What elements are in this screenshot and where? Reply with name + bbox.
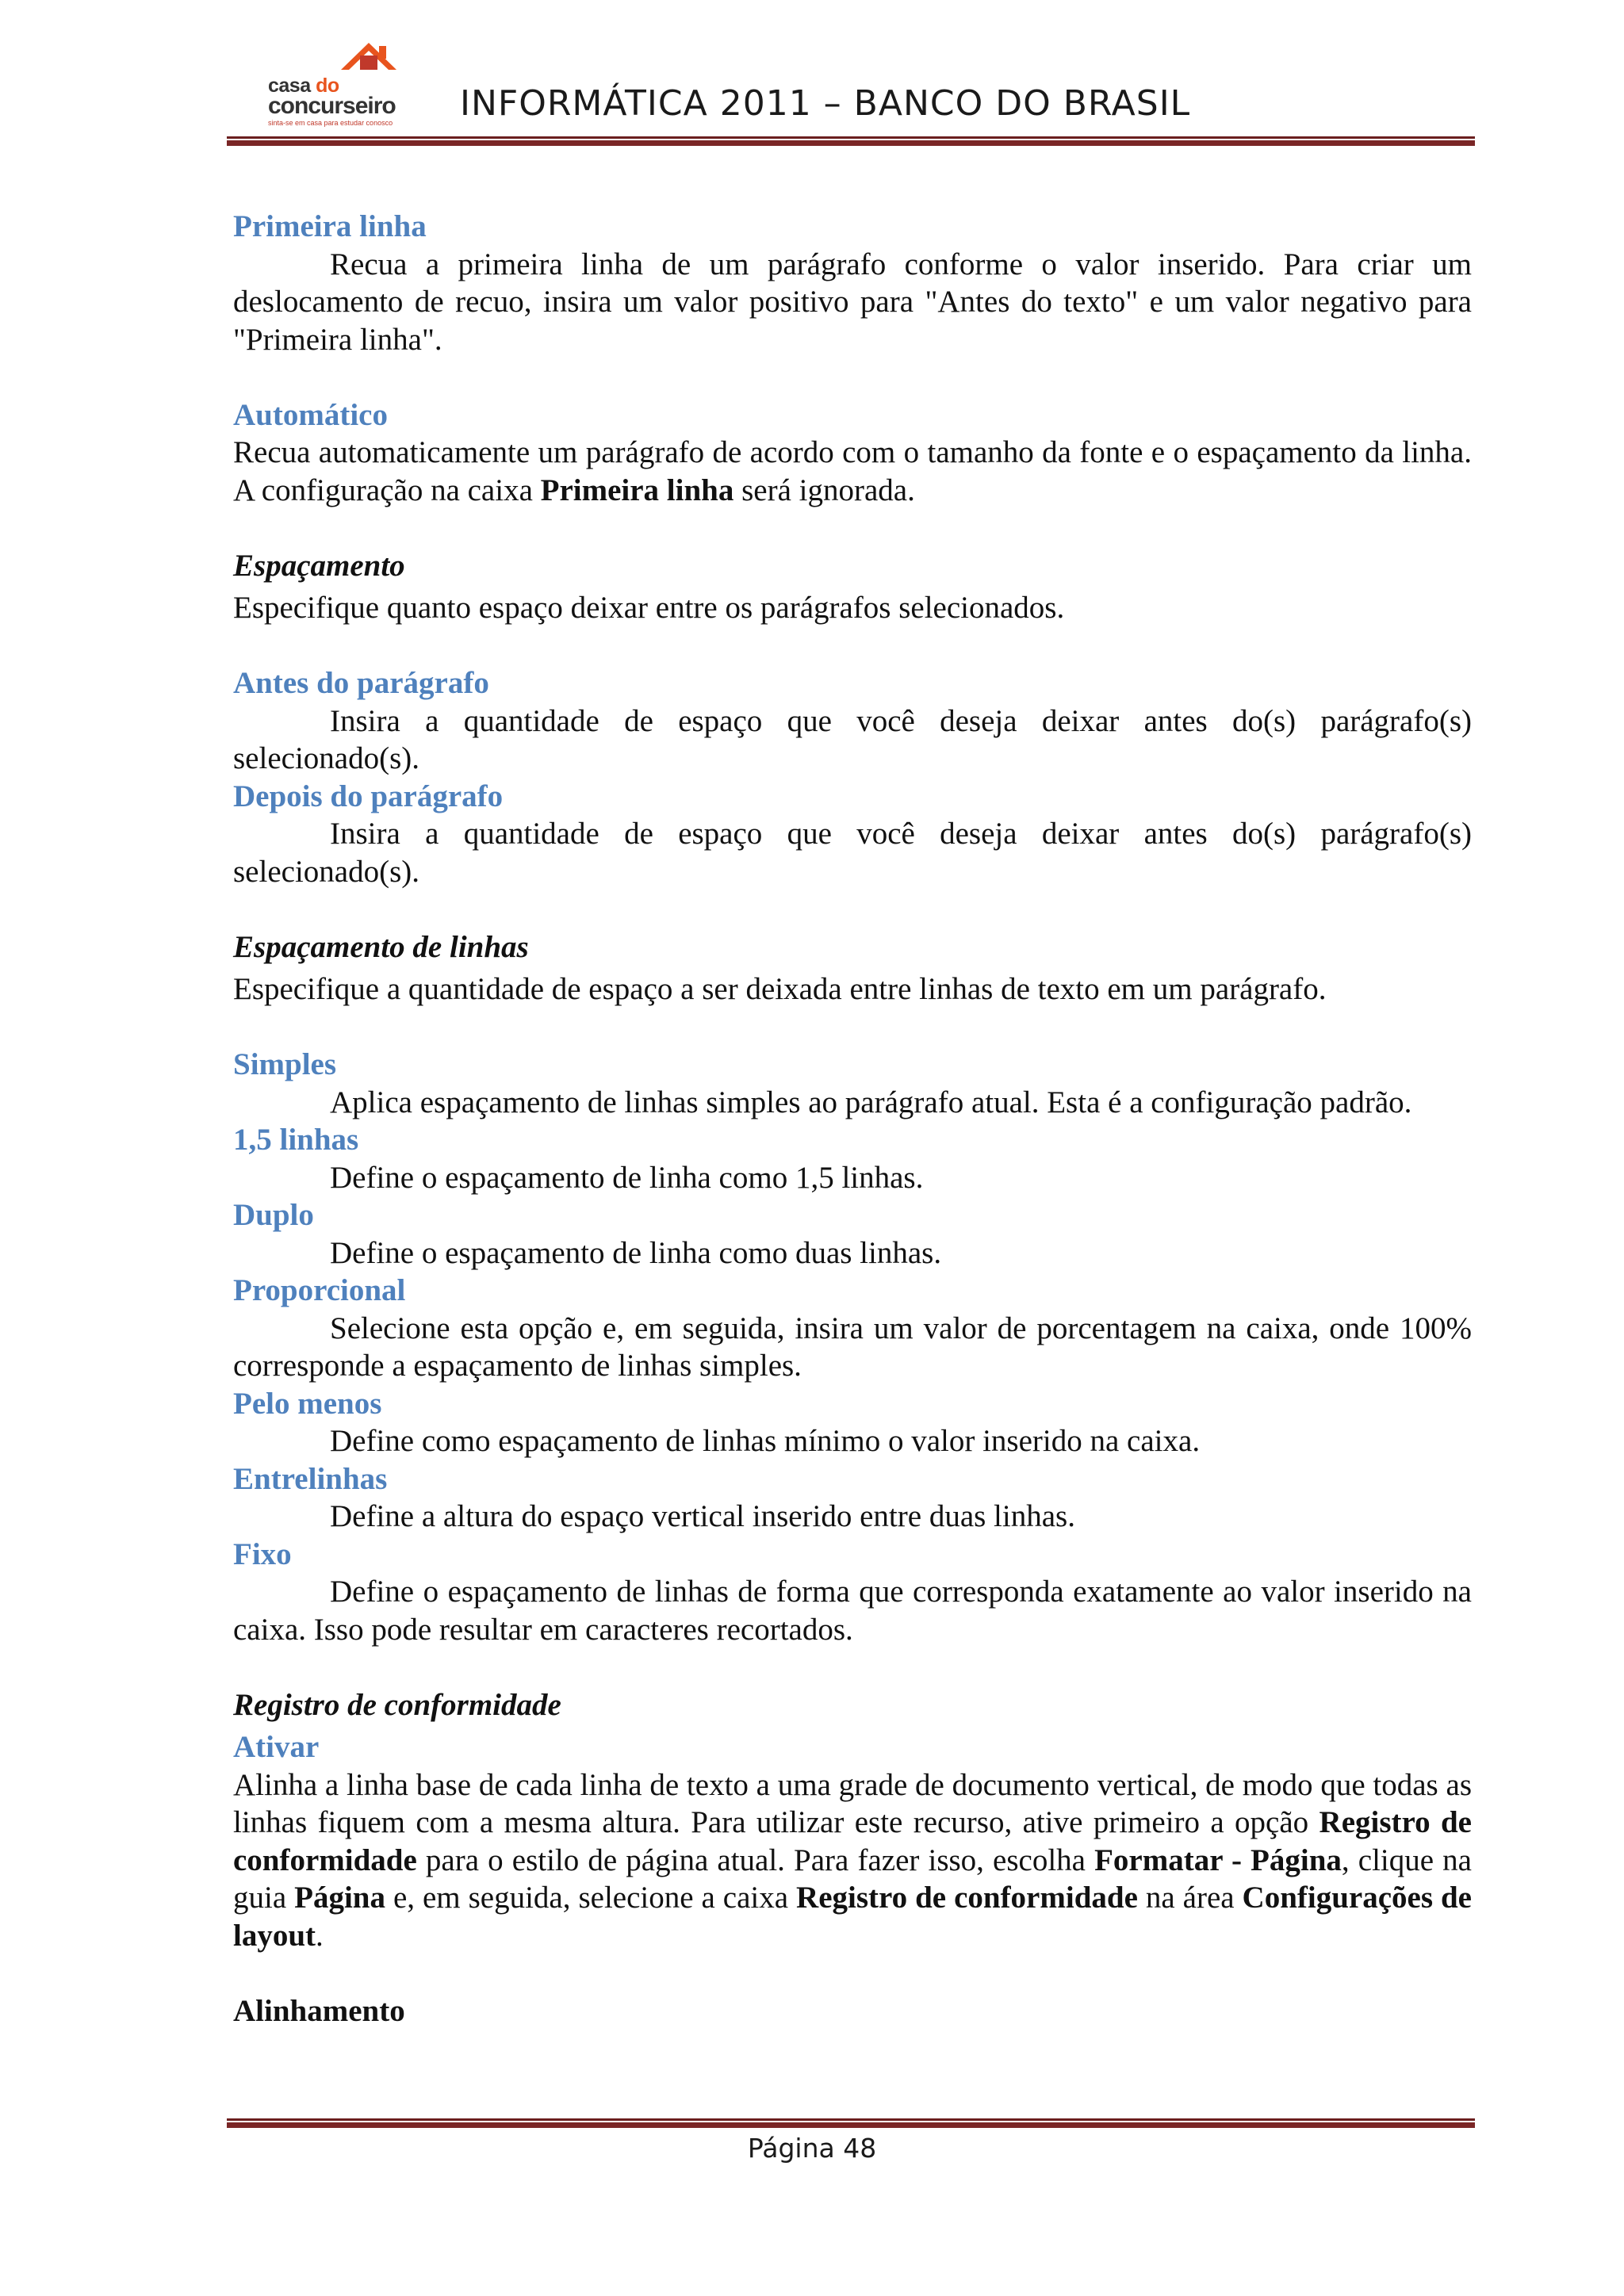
paragraph-ativar: Alinha a linha base de cada linha de texto a uma grade de documento vertical, de modo que todas as linhas fiquem com a mesma altura. Para utilizar este recurso, ative primeiro a opção Registro de conformidade para o estilo de página atual. Para fazer isso, escolha Formatar - Página, clique na guia Página e, em seguida, selecione a caixa Registro de conformidade na área Configurações de layout.	[233, 1767, 1472, 1953]
document-body	[233, 208, 1472, 2030]
heading-fixo: Fixo	[233, 1536, 292, 1571]
heading-depois-paragrafo: Depois do parágrafo	[233, 779, 504, 813]
heading-ativar: Ativar	[233, 1730, 320, 1764]
paragraph-fixo: Define o espaçamento de linhas de forma que corresponda exatamente ao valor inserido na caixa. Isso pode resultar em caracteres recortados.	[233, 1575, 1472, 1647]
heading-antes-paragrafo: Antes do parágrafo	[233, 666, 489, 700]
paragraph-1-5-linhas: Define o espaçamento de linha como 1,5 linhas.	[330, 1160, 924, 1195]
header-divider	[227, 136, 1475, 146]
paragraph-primeira-linha: Recua a primeira linha de um parágrafo conforme o valor inserido. Para criar um deslocamento de recuo, insira um valor positivo para "Antes do texto" e um valor negativo para "Primeira linha".	[233, 247, 1472, 357]
heading-entrelinhas: Entrelinhas	[233, 1461, 388, 1496]
heading-primeira-linha: Primeira linha	[233, 209, 427, 243]
logo-tagline: sinta-se em casa para estudar conosco	[268, 119, 393, 127]
paragraph-proporcional: Selecione esta opção e, em seguida, insira um valor de porcentagem na caixa, onde 100% corresponde a espaçamento de linhas simples.	[233, 1311, 1472, 1383]
heading-espacamento: Espaçamento	[233, 548, 405, 583]
heading-pelo-menos: Pelo menos	[233, 1386, 382, 1421]
page-number: Página 48	[747, 2133, 877, 2164]
logo-wordmark	[268, 76, 403, 127]
heading-registro-conformidade: Registro de conformidade	[233, 1687, 561, 1722]
heading-espacamento-linhas: Espaçamento de linhas	[233, 929, 529, 964]
heading-duplo: Duplo	[233, 1198, 314, 1232]
heading-automatico: Automático	[233, 397, 388, 432]
page-header-title: INFORMÁTICA 2011 – BANCO DO BRASIL	[460, 83, 1191, 124]
heading-proporcional: Proporcional	[233, 1273, 406, 1307]
casa-do-concurseiro-logo	[268, 32, 403, 127]
paragraph-entrelinhas: Define a altura do espaço vertical inserido entre duas linhas.	[330, 1499, 1075, 1533]
logo-do-text: do	[316, 75, 339, 97]
paragraph-duplo: Define o espaçamento de linha como duas linhas.	[330, 1235, 942, 1270]
logo-concurseiro-text: concurseiro	[268, 93, 396, 119]
paragraph-antes-paragrafo: Insira a quantidade de espaço que você deseja deixar antes do(s) parágrafo(s) selecionado(s).	[233, 703, 1472, 775]
paragraph-espacamento: Especifique quanto espaço deixar entre os parágrafos selecionados.	[233, 591, 1065, 625]
paragraph-depois-paragrafo: Insira a quantidade de espaço que você deseja deixar antes do(s) parágrafo(s) selecionado(s).	[233, 817, 1472, 889]
heading-1-5-linhas: 1,5 linhas	[233, 1123, 359, 1157]
heading-simples: Simples	[233, 1047, 337, 1081]
heading-alinhamento: Alinhamento	[233, 1993, 405, 2028]
paragraph-automatico: Recua automaticamente um parágrafo de acordo com o tamanho da fonte e o espaçamento da linha. A configuração na caixa Primeira linha será ignorada.	[233, 435, 1472, 507]
paragraph-espacamento-linhas: Especifique a quantidade de espaço a ser deixada entre linhas de texto em um parágrafo.	[233, 972, 1327, 1006]
paragraph-simples: Aplica espaçamento de linhas simples ao parágrafo atual. Esta é a configuração padrão.	[330, 1085, 1412, 1119]
paragraph-pelo-menos: Define como espaçamento de linhas mínimo o valor inserido na caixa.	[330, 1424, 1201, 1458]
footer-divider	[227, 2118, 1475, 2128]
bold-primeira-linha: Primeira linha	[540, 473, 734, 507]
logo-casa-text: casa do	[268, 75, 339, 97]
